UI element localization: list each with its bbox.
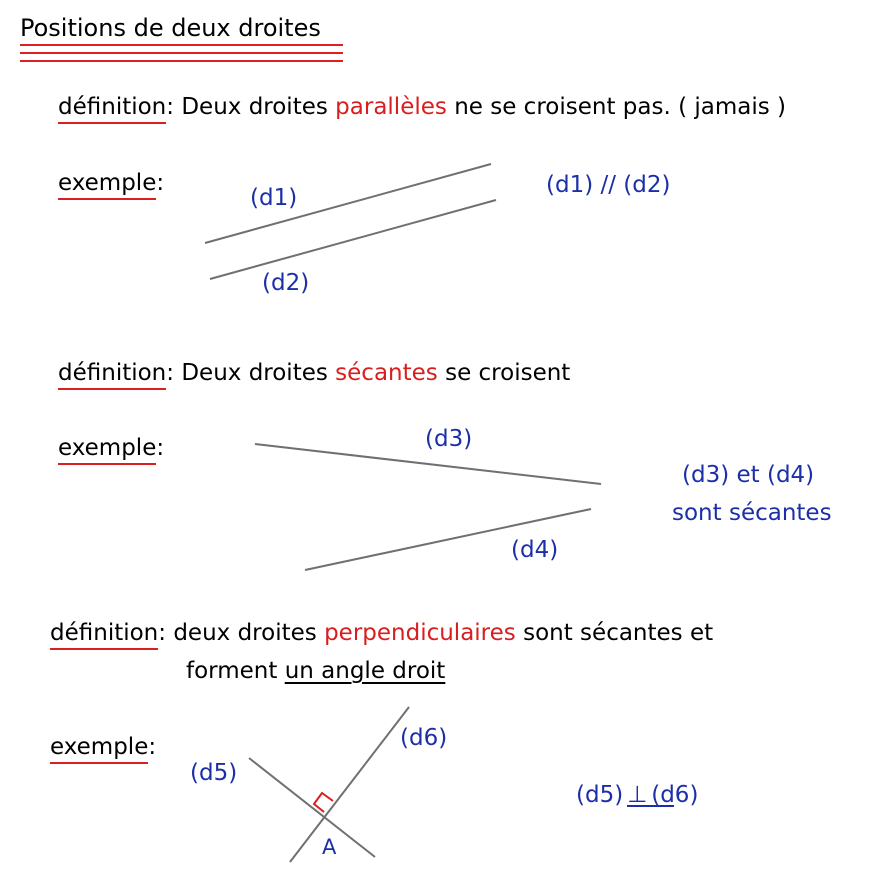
line-d3 [255,444,601,484]
definition-keyword: définition [58,94,167,120]
page-title: Positions de deux droites [20,14,321,42]
definition-keyword: définition [50,620,159,646]
notation-secant-line1: (d3) et (d4) [682,462,815,488]
notation-right: (d6) [651,782,699,808]
example-label-2: exemple: [58,435,165,461]
label-d5: (d5) [190,760,238,786]
right-angle-phrase: un angle droit [284,658,446,684]
line-d4 [305,509,591,570]
highlight-perpendicular: perpendiculaires [324,620,516,646]
label-d4: (d4) [511,537,559,563]
line-d5 [249,758,375,857]
definition-perpendicular: définition: deux droites perpendiculaires sont sécantes et [50,620,714,646]
line-d2 [210,200,496,279]
line-d6 [290,707,409,862]
example-label-1: exemple: [58,170,165,196]
highlight-parallel: parallèles [335,94,447,120]
definition-parallel: définition: Deux droites parallèles ne se croisent pas. ( jamais ) [58,94,786,120]
label-point-a: A [322,835,337,859]
line-d1 [205,164,491,243]
definition-secant: définition: Deux droites sécantes se croisent [58,360,571,386]
label-d1: (d1) [250,185,298,211]
label-d3: (d3) [425,426,473,452]
perpendicular-symbol: ⊥ [627,782,648,808]
definition-keyword: définition [58,360,167,386]
definition-perpendicular-line2: forment un angle droit [186,658,446,684]
highlight-secant: sécantes [335,360,438,386]
notation-parallel: (d1) // (d2) [546,172,671,198]
label-d2: (d2) [262,270,310,296]
example-label-3: exemple: [50,734,157,760]
notation-secant-line2: sont sécantes [672,500,832,526]
label-d6: (d6) [400,725,448,751]
notation-left: (d5) [576,782,624,808]
